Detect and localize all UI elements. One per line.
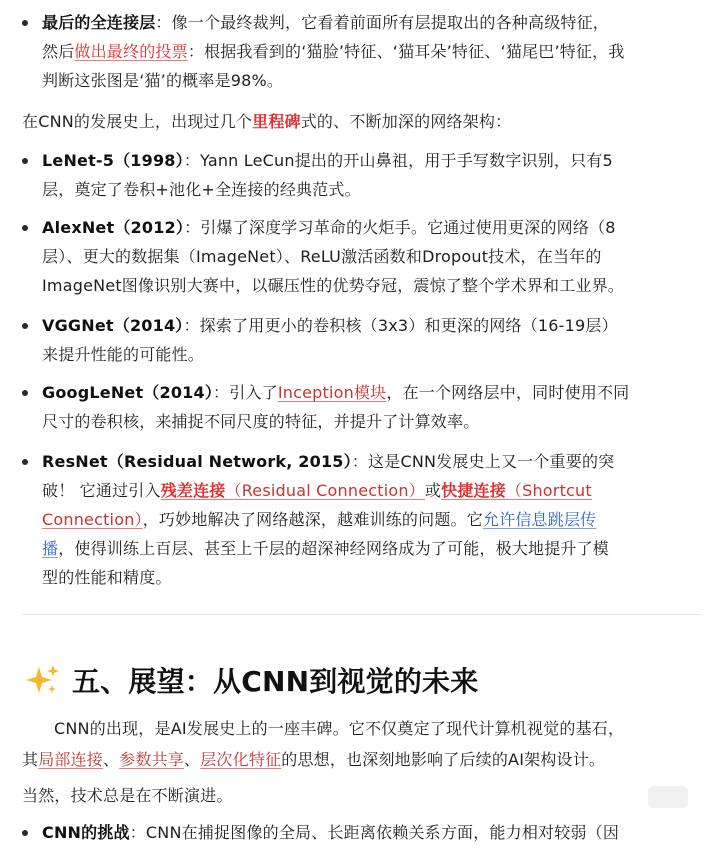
link-skip-layer[interactable]: 允许信息跳层传 (482, 510, 597, 529)
highlight-residual: 残差连接 (160, 481, 226, 500)
outlook-paragraph: CNN的出现，是AI发展史上的一座丰碑。它不仅奠定了现代计算机视觉的基石， 其局部连接、参数共享、层次化特征的思想，也深刻地影响了后续的AI架构设计。 (22, 719, 625, 769)
link-skip-layer-cont[interactable]: 播 (42, 539, 59, 558)
bullet-head: 最后的全连接层 (42, 13, 156, 32)
section-title: 五、展望：从CNN到视觉的未来 (72, 665, 479, 698)
watermark-badge (648, 786, 688, 808)
list-item-googlenet: GoogLeNet（2014）：引入了Inception模块，在一个网络层中，同时使用不同 尺寸的卷积核，来捕捉不同尺度的特征，并提升了计算效率。 (22, 378, 706, 436)
outlook-paragraph-2: 当然，技术总是在不断演进。 (22, 786, 233, 805)
list-item-resnet: ResNet（Residual Network, 2015）：这是CNN发展史上又一个重要的突 破！ 它通过引入残差连接（Residual Connection）或快捷连接（Shortcut Connection），巧妙地解决了网络越深，越难训练的问题。它允许信息跳层传 播，使得训练上百层、甚至上千层的超深神经网络成为了可能，极大地提升了模 型的性能和精度。 (22, 447, 706, 592)
bullet-dot (22, 158, 28, 164)
link-shortcut[interactable]: （Shortcut (505, 481, 592, 500)
link-parameter-sharing[interactable]: 参数共享 (119, 750, 185, 769)
link-local-connection[interactable]: 局部连接 (38, 750, 104, 769)
bullet-dot (22, 225, 28, 231)
link-connection[interactable]: Connection） (42, 510, 143, 529)
section-divider (22, 614, 702, 615)
bullet-final-layer (22, 8, 706, 95)
link-residual-connection[interactable]: （Residual Connection） (225, 481, 425, 500)
intro-paragraph: 在CNN的发展史上，出现过几个里程碑式的、不断加深的网络架构： (22, 112, 512, 131)
section-heading (26, 660, 478, 700)
highlight-shortcut: 快捷连接 (441, 481, 506, 500)
bullet-dot (22, 20, 28, 26)
bullet-dot (22, 830, 28, 836)
list-item-alexnet: AlexNet（2012）：引爆了深度学习革命的火炬手。它通过使用更深的网络（8 层）、更大的数据集（ImageNet）、ReLU激活函数和Dropout技术，在当年的 ImageNet图像识别大赛中，以碾压性的优势夺冠，震惊了整个学术界和工业界。 (22, 213, 706, 300)
list-item-challenge: CNN的挑战：CNN在捕捉图像的全局、长距离依赖关系方面，能力相对较弱（因 (22, 818, 706, 847)
bullet-dot (22, 459, 28, 465)
sparkles-icon (26, 663, 60, 697)
link-inception[interactable]: Inception模块 (277, 383, 387, 402)
link-hierarchical-features[interactable]: 层次化特征 (200, 750, 282, 769)
list-item-lenet: LeNet-5（1998）：Yann LeCun提出的开山鼻祖，用于手写数字识别，只有5 层，奠定了卷积+池化+全连接的经典范式。 (22, 146, 706, 204)
bullet-dot (22, 390, 28, 396)
bullet-dot (22, 323, 28, 329)
bullet-text: 最后的全连接层：像一个最终裁判，它看着前面所有层提取出的各种高级特征， 然后做出最终的投票：根据我看到的‘猫脸’特征、‘猫耳朵’特征、‘猫尾巴’特征，我 判断这张图是‘猫’的概率是98%。 (42, 13, 625, 90)
highlight-vote: 做出最终的投票 (74, 42, 188, 61)
list-item-vggnet: VGGNet（2014）：探索了用更小的卷积核（3x3）和更深的网络（16-19层） 来提升性能的可能性。 (22, 311, 706, 369)
highlight-milestone: 里程碑 (252, 112, 301, 131)
